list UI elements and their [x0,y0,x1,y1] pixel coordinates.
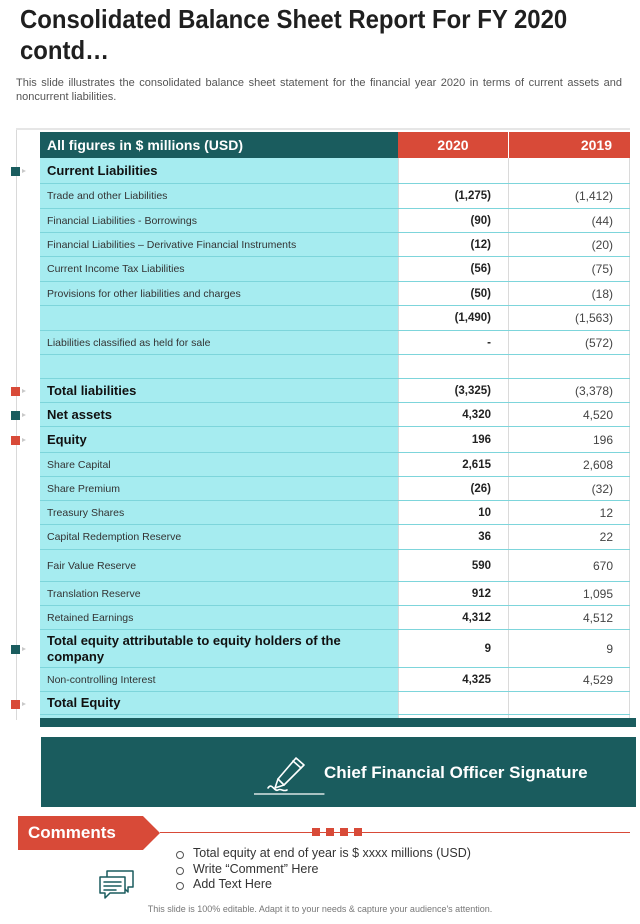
value-2019: 12 [599,505,613,520]
table-left-border [16,130,17,720]
value-2019: 2,608 [582,457,613,472]
table-row [40,550,630,582]
row-label: Liabilities classified as held for sale [47,336,211,349]
value-2020: (90) [470,214,491,227]
value-2019: (18) [591,286,613,301]
comments-label: Comments [28,823,116,842]
signature-label: Chief Financial Officer Signature [324,763,588,782]
row-label: Current Income Tax Liabilities [47,263,185,275]
table-row [40,331,630,355]
value-2019: (20) [591,237,613,252]
decor-square [312,828,320,836]
comment-item: Write “Comment” Here [176,862,471,878]
value-2019: (32) [591,481,613,496]
table-row [40,184,630,209]
table-row [40,606,630,630]
row-label: Share Capital [47,458,111,471]
table-row [40,403,630,427]
row-label: Total liabilities [47,382,137,398]
decor-square [354,828,362,836]
row-label: Treasury Shares [47,506,125,519]
footer-note: This slide is 100% editable. Adapt it to your needs & capture your audience's attention. [147,904,493,914]
value-2020: 4,320 [462,408,491,421]
value-2019: 4,529 [582,672,613,687]
value-2019: (572) [584,335,613,350]
value-2019: 4,512 [582,610,613,625]
row-marker-icon [11,411,20,420]
value-2019: (1,412) [574,189,613,203]
row-marker-icon [11,167,20,176]
row-label [47,355,398,378]
table-row [40,209,630,233]
page-title: Consolidated Balance Sheet Report For FY 2020 contd… [20,4,568,65]
row-label: Provisions for other liabilities and charges [47,287,241,300]
table-row [40,668,630,692]
value-2019 [509,158,613,183]
value-2019: (3,378) [574,383,613,398]
row-label: Retained Earnings [47,611,134,624]
value-2020: 196 [471,433,491,446]
table-row [40,379,630,403]
row-label: Total Equity [47,695,121,710]
row-label: Translation Reserve [47,587,141,600]
value-2020: - [487,336,491,349]
row-label [47,306,398,330]
value-2019: 670 [592,558,613,573]
value-2020: (56) [470,263,491,275]
comment-item: Add Text Here [176,877,471,893]
table-row [40,306,630,331]
decor-square [340,828,348,836]
value-2019: (44) [591,213,613,228]
table-bottom-bar [40,718,636,727]
comments-divider [160,832,630,833]
table-row [40,630,630,668]
value-2020: 36 [478,531,491,543]
value-2020: 10 [478,506,491,519]
value-2019: (75) [591,262,613,276]
row-label: Current Liabilities [47,162,158,178]
table-row [40,282,630,306]
decor-square [326,828,334,836]
table-header-2020: 2020 [398,132,508,158]
pen-signature-icon [254,752,326,798]
value-2019 [509,355,613,378]
row-label: Financial Liabilities - Borrowings [47,214,197,227]
value-2019: 1,095 [582,586,613,601]
table-header-2019: 2019 [509,132,630,158]
row-label: Non-controlling Interest [47,673,156,686]
table-row [40,427,630,453]
table-row [40,692,630,715]
row-label: Financial Liabilities – Derivative Financial Instruments [47,238,297,251]
value-2020: 9 [484,642,491,655]
value-2020: (3,325) [454,384,491,397]
row-label: Capital Redemption Reserve [47,531,182,543]
value-2019: 22 [599,530,613,544]
row-label: Equity [47,431,87,447]
value-2020 [398,158,491,183]
row-marker-icon [11,436,20,445]
row-marker-icon [11,700,20,709]
value-2020: 912 [471,587,491,600]
table-row [40,158,630,184]
value-2019 [509,692,613,714]
value-2019: (1,563) [574,311,613,325]
row-label: Total equity attributable to equity holders of the company [47,632,341,664]
value-2020: 590 [471,559,491,572]
value-2020: (50) [470,287,491,300]
row-label: Fair Value Reserve [47,559,137,572]
value-2019: 4,520 [582,407,613,422]
value-2020: 2,615 [462,458,491,471]
table-row [40,501,630,525]
comments-list [176,846,471,893]
table-row [40,453,630,477]
table-top-border [16,128,630,130]
value-2020 [398,355,491,378]
value-2020: 4,325 [462,673,491,686]
value-2020 [398,692,491,714]
table-row [40,355,630,379]
value-2019: 9 [606,641,613,656]
value-2020: (1,490) [454,312,491,324]
page-subtitle: This slide illustrates the consolidated balance sheet statement for the financial year 2020 in terms of current assets and noncurrent liabilities. [16,77,622,103]
row-label: Trade and other Liabilities [47,190,168,202]
row-marker-icon [11,645,20,654]
row-marker-icon [11,387,20,396]
table-row [40,257,630,282]
table-row [40,582,630,606]
comment-item: Total equity at end of year is $ xxxx millions (USD) [176,846,471,862]
table-row [40,477,630,501]
row-label: Share Premium [47,482,120,495]
table-row [40,525,630,550]
row-label: Net assets [47,406,113,422]
value-2020: (26) [470,482,491,495]
value-2020: (1,275) [454,190,491,202]
value-2019: 196 [592,432,613,447]
table-header-label: All figures in $ millions (USD) [40,132,398,158]
value-2020: (12) [470,238,491,251]
chat-bubbles-icon [98,868,136,900]
value-2020: 4,312 [462,611,491,624]
table-row [40,233,630,257]
